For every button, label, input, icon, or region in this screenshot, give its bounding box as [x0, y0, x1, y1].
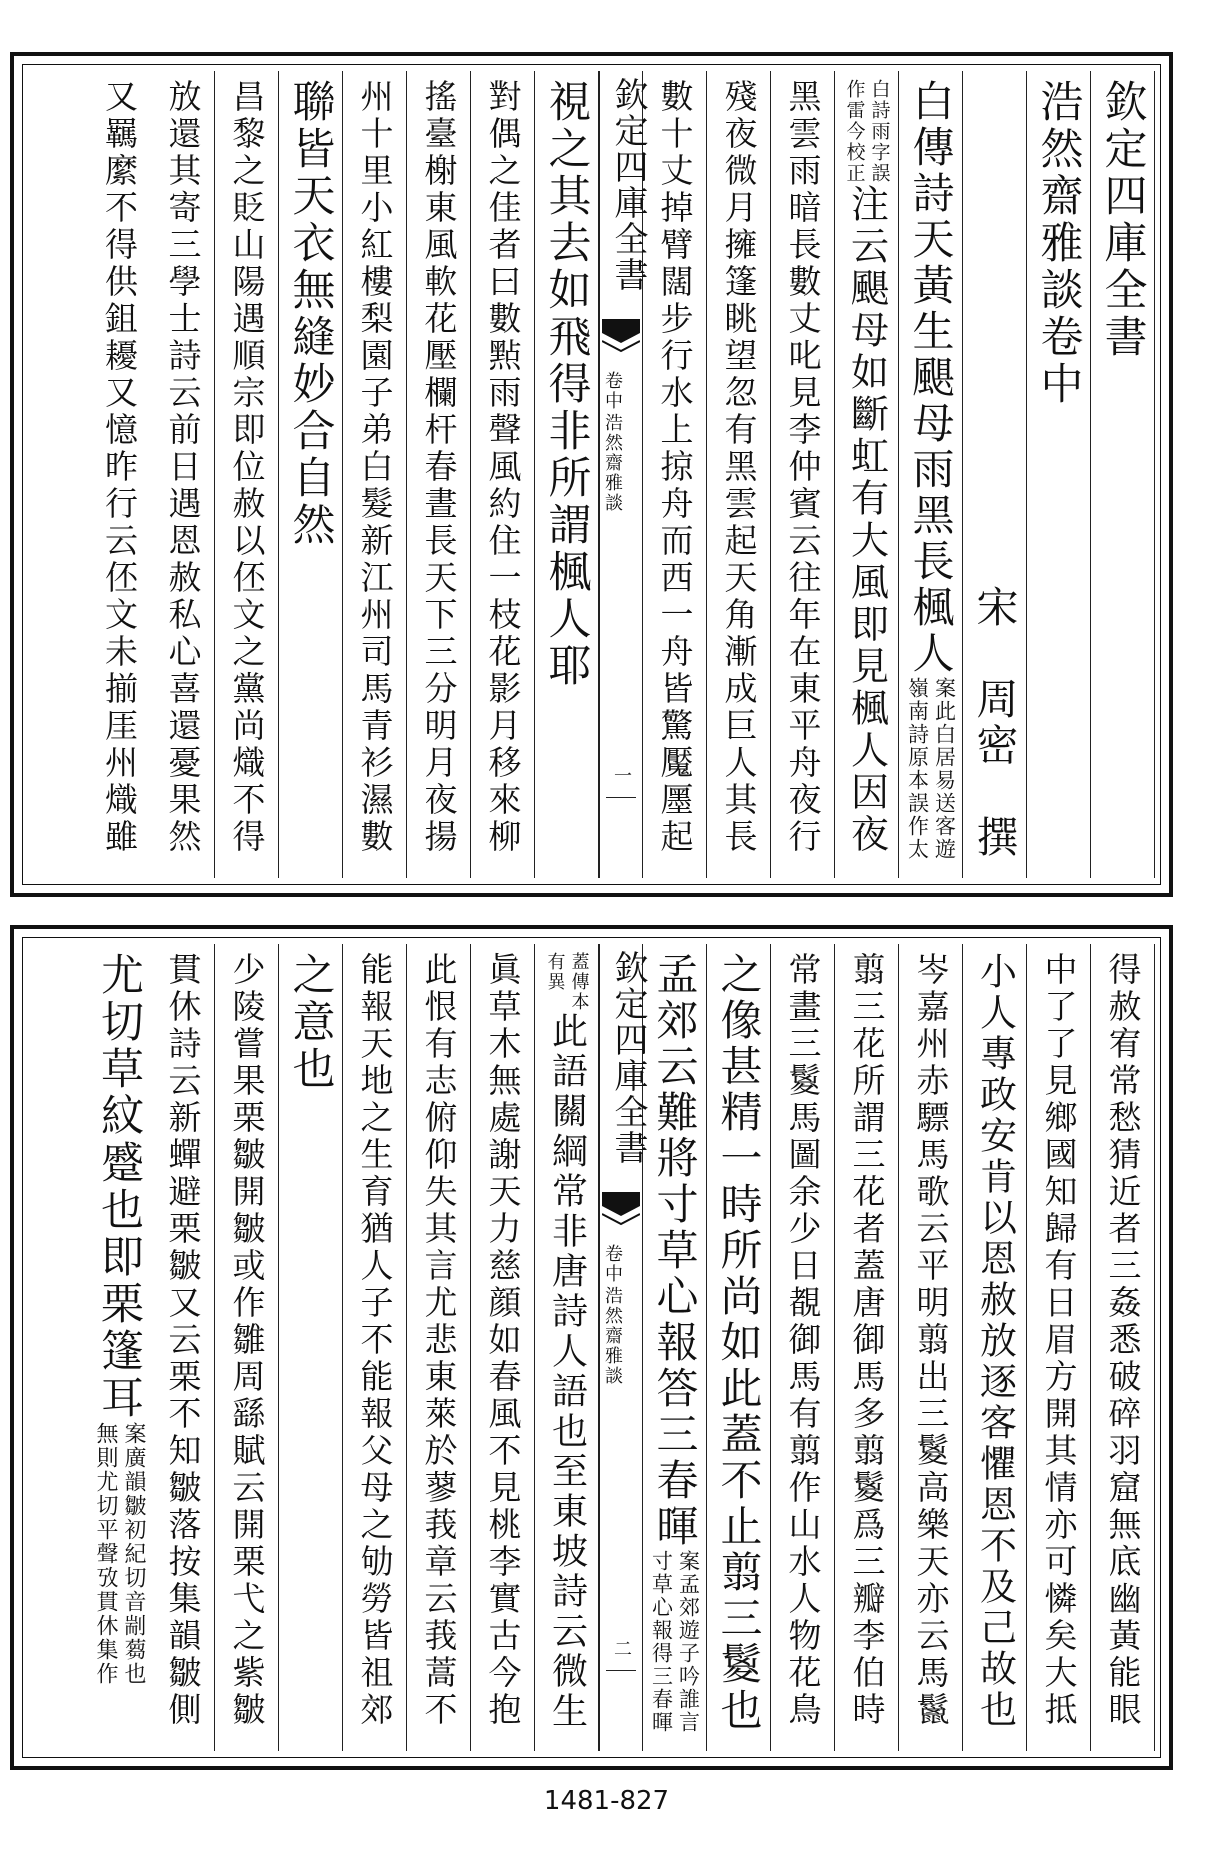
main-text: 白傳詩天黃生颶母雨黑長楓人 [906, 79, 956, 677]
text-column [1027, 71, 1091, 878]
annotation-note: 有異 [544, 952, 566, 992]
annotation-note: 案孟郊遊子吟誰言 [676, 1550, 701, 1734]
main-text: 視之其去如飛得非所謂楓人耶 [541, 79, 592, 690]
text-column [1091, 944, 1155, 1751]
main-text: 欽定四庫全書 [1097, 79, 1148, 361]
annotation-note: 嶺南詩原本誤作太 [905, 677, 930, 861]
page-footer-number: 1481-827 [543, 1786, 670, 1816]
main-text: 得赦宥常愁猜近者三姦悉破碎羽窟無底幽黃能眼 [1103, 952, 1143, 1729]
text-column [1091, 71, 1155, 878]
main-text: 之意也 [285, 952, 336, 1093]
main-text: 眞草木無處謝天力慈顔如春風不見桃李實古今抱 [483, 952, 523, 1729]
gutter-divider [606, 797, 636, 798]
text-column [1027, 944, 1091, 1751]
text-column [899, 944, 963, 1751]
main-text: 中了了見鄉國知歸有日眉方開其情亦可憐矣大抵 [1039, 952, 1079, 1729]
main-text: 貫休詩云新蟬避栗皺又云栗不知皺落按集韻皺側 [163, 952, 203, 1729]
annotation-note: 案此白居易送客遊 [932, 677, 957, 861]
annotation-note: 白詩雨字誤 [868, 79, 891, 184]
main-text: 之像甚精一時所尚如此蓋不止翦三鬉也 [714, 952, 764, 1734]
center-gutter [599, 71, 648, 878]
gutter-subtitle: 浩然齋雅談 [602, 413, 623, 513]
text-column [899, 71, 963, 878]
text-column [215, 944, 279, 1751]
main-text: 注云颶母如斷虹有大風即見楓人因夜 [844, 184, 889, 856]
main-text: 浩然齋雅談卷中 [1033, 79, 1084, 408]
bottom-page [10, 925, 1173, 1770]
top-page [10, 52, 1173, 897]
text-column [771, 71, 835, 878]
main-text: 宋 周密 撰 [970, 79, 1020, 861]
annotation-note: 作雷今校正 [843, 79, 866, 184]
main-text: 又羈縻不得供鉏耰又憶昨行云伾文未揃厓州熾雖 [100, 79, 139, 856]
gutter-title: 欽定四庫全書 [608, 950, 648, 1166]
center-gutter [599, 944, 648, 1751]
main-text: 岑嘉州赤驃馬歌云平明翦出三鬉高樂天亦云馬鬣 [911, 952, 951, 1729]
annotation-note: 無則尤切平聲攷貫休集作 [93, 1422, 118, 1686]
main-text: 黑雲雨暗長數丈叱見李仲賓云往年在東平舟夜行 [783, 79, 823, 856]
gutter-subtitle: 卷中 [602, 371, 623, 411]
main-text: 小人專政安肯以恩赦放逐客懼恩不及己故也 [973, 952, 1017, 1731]
gutter-subtitle: 卷中 [602, 1244, 623, 1284]
text-column [535, 944, 599, 1751]
text-column [707, 944, 771, 1751]
text-column [835, 944, 899, 1751]
main-text: 殘夜微月擁篷眺望忽有黑雲起天角漸成巨人其長 [719, 79, 759, 856]
main-text: 對偶之佳者曰數㸃雨聲風約住一枝花影月移來柳 [483, 79, 523, 856]
main-text: 放還其寄三學士詩云前日遇恩赦私心喜還憂果然 [163, 79, 203, 856]
gutter-subtitle: 浩然齋雅談 [602, 1286, 623, 1386]
main-text: 孟郊云難將寸草心報答三春暉 [650, 952, 700, 1550]
text-column [279, 71, 343, 878]
main-text: 昌黎之貶山陽遇順宗即位赦以伾文之黨尚熾不得 [227, 79, 267, 856]
main-text: 翦三花所謂三花者蓋唐御馬多翦鬉爲三瓣李伯時 [847, 952, 887, 1729]
text-column [87, 71, 151, 878]
text-column [407, 71, 471, 878]
text-column [771, 944, 835, 1751]
fishtail-mark-icon [602, 1192, 640, 1226]
text-column [835, 71, 899, 878]
main-text: 此恨有志俯仰失其言尤悲東萊於蓼莪章云莪蒿不 [419, 952, 459, 1729]
main-text: 數十丈掉臂闊步行水上掠舟而西一舟皆驚魘㕓起 [655, 79, 695, 856]
text-column [535, 71, 599, 878]
text-column [707, 71, 771, 878]
bottom-page-frame [22, 937, 1161, 1758]
gutter-divider [606, 1670, 636, 1671]
main-text: 常畫三鬉馬圖余少日覩御馬有翦作山水人物花鳥 [783, 952, 823, 1729]
main-text: 少陵嘗果栗皺開皺或作雛周繇賦云開栗弋之紫皺 [227, 952, 267, 1729]
main-text: 州十里小紅樓梨園子弟白髮新江州司馬青衫濕數 [355, 79, 395, 856]
annotation-note: 蓋傳本 [568, 952, 590, 1012]
text-column [151, 71, 215, 878]
gutter-page-number: 二 [614, 1639, 632, 1660]
gutter-page-number: 一 [614, 766, 632, 787]
text-column [215, 71, 279, 878]
text-column [471, 71, 535, 878]
text-column [963, 71, 1027, 878]
text-column [343, 944, 407, 1751]
text-column [343, 71, 407, 878]
gutter-title: 欽定四庫全書 [608, 77, 648, 293]
main-text: 搖臺榭東風軟花壓欄杆春晝長天下三分明月夜揚 [419, 79, 459, 856]
main-text: 聯皆天衣無縫妙合自然 [285, 79, 336, 549]
main-text: 此語關綱常非唐詩人語也至東坡詩云微生 [546, 1012, 588, 1732]
annotation-note: 寸草心報得三春暉 [649, 1550, 674, 1734]
text-column [407, 944, 471, 1751]
text-column [963, 944, 1027, 1751]
text-column [279, 944, 343, 1751]
main-text: 尤切草紋蹙也即栗篷耳 [94, 952, 144, 1422]
text-column [471, 944, 535, 1751]
text-column [87, 944, 151, 1751]
annotation-note: 案廣韻皺初紀切音剬蒭也 [121, 1422, 146, 1686]
fishtail-mark-icon [602, 319, 640, 353]
main-text: 能報天地之生育猶人子不能報父母之劬勞皆祖郊 [355, 952, 395, 1729]
top-page-frame [22, 64, 1161, 885]
text-column [151, 944, 215, 1751]
